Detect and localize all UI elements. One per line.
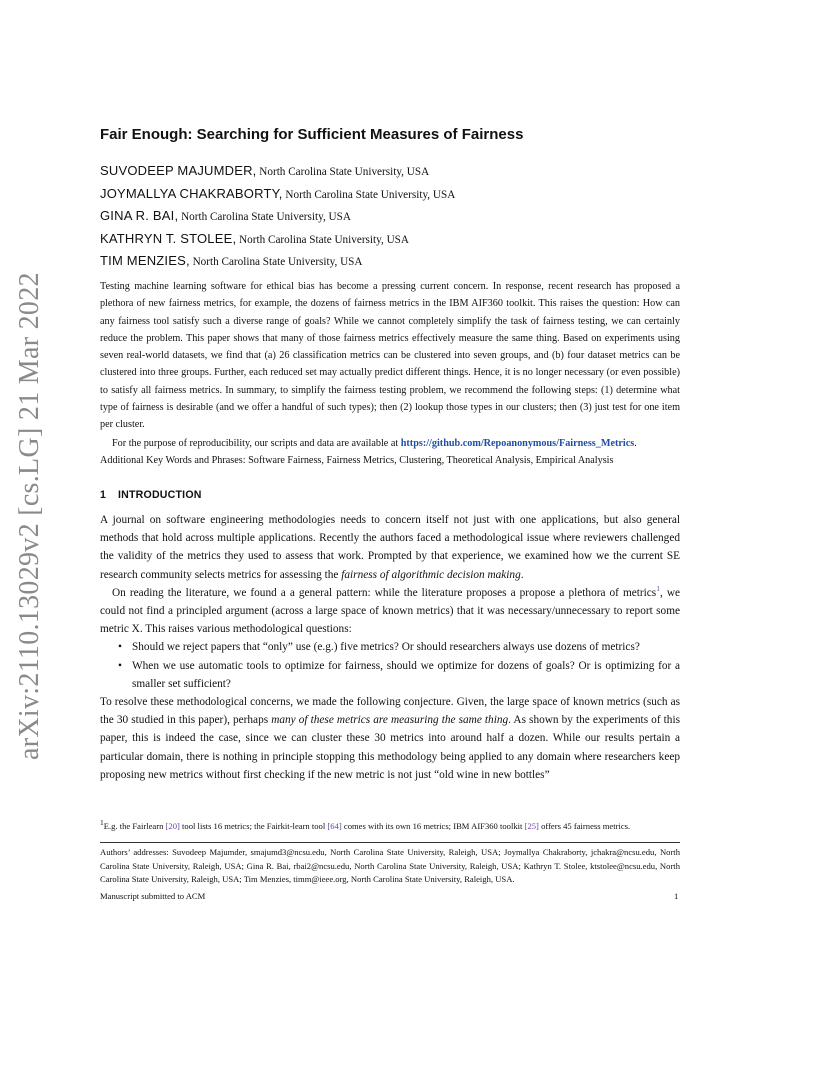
author-name: GINA R. BAI,: [100, 208, 179, 223]
intro-paragraph-1: [100, 511, 680, 584]
list-item-text: Should we reject papers that “only” use (e.g.) five metrics? Or should researchers always use dozens of metrics?: [132, 641, 640, 654]
author-list: [100, 160, 740, 273]
reproducibility-text: For the purpose of reproducibility, our scripts and data are available at: [112, 437, 401, 449]
section-title: INTRODUCTION: [118, 489, 202, 501]
intro-text: .: [520, 568, 524, 581]
footnote-text: comes with its own 16 metrics; IBM AIF360 toolkit: [341, 821, 525, 831]
section-number: 1: [100, 489, 107, 501]
introduction-body: [100, 511, 680, 784]
intro-text: On reading the literature, we found a a general pattern: while the literature proposes a propose a plethora of metrics: [112, 586, 657, 599]
footnote-mark: 1: [100, 818, 104, 828]
author-affiliation: North Carolina State University, USA: [236, 233, 409, 246]
list-item-text: When we use automatic tools to optimize for fairness, should we optimize for dozens of goals? Or is optimizing for a smaller set sufficient?: [132, 659, 680, 690]
footnote-reference[interactable]: 1: [656, 584, 660, 594]
author-name: SUVODEEP MAJUMDER,: [100, 163, 257, 178]
author-affiliation: North Carolina State University, USA: [282, 188, 456, 201]
question-list: [100, 638, 680, 693]
footnote: [100, 820, 700, 832]
address-divider: [100, 842, 680, 843]
repository-link[interactable]: https://github.com/Repoanonymous/Fairness_Metrics: [400, 437, 635, 449]
page-number: 1: [674, 891, 679, 901]
intro-text: , we could not find a principled argument (across a large space of known metrics) that it was necessary/unnecessary to report some metric X. This raises various methodological questions:: [100, 586, 680, 636]
intro-paragraph-2: [100, 584, 680, 639]
author-affiliation: North Carolina State University, USA: [256, 166, 430, 178]
bullet-icon: •: [118, 659, 122, 672]
footnote-text: offers 45 fairness metrics.: [538, 821, 631, 831]
citation-link[interactable]: [25]: [524, 821, 539, 831]
author-name: KATHRYN T. STOLEE,: [100, 230, 237, 246]
list-item: [118, 638, 680, 656]
manuscript-note: Manuscript submitted to ACM: [100, 891, 206, 901]
author-name: TIM MENZIES,: [100, 253, 190, 268]
reproducibility-period: .: [634, 437, 637, 449]
reproducibility-statement: [100, 435, 680, 452]
author-name: JOYMALLYA CHAKRABORTY,: [100, 185, 283, 201]
arxiv-identifier-stamp: arXiv:2110.13029v2 [cs.LG] 21 Mar 2022: [14, 272, 45, 760]
intro-text: To resolve these methodological concerns, we made the following conjecture. Given, the large space of known metrics (such as the 30 studied in this paper), perhaps: [100, 696, 680, 727]
author-addresses: Authors’ addresses: Suvodeep Majumder, smajumd3@ncsu.edu, North Carolina State University, Raleigh, USA; Joymallya Chakraborty, jchakra@ncsu.edu, North Carolina State University, Raleigh, USA; Gina R. Bai, rbai2@ncsu.edu, North Carolina State University, Raleigh, USA; Kathryn T. Stolee, ktstolee@ncsu.edu, North Carolina State University, Raleigh, USA; Tim Menzies, timm@ieee.org, North Carolina State University, Raleigh, USA.: [100, 847, 680, 884]
section-heading: [100, 489, 202, 501]
author-entry: [100, 160, 740, 183]
intro-emphasis: many of these metrics are measuring the same thing: [271, 714, 509, 727]
abstract: [100, 278, 680, 452]
intro-text: A journal on software engineering methodologies needs to concern itself not just with one applications, but also general methods that hold across multiple applications. Recently the authors faced a methodological issue where reviewers challenged the validity of the metrics they used to assess that work. Prompted by that experience, we examined how we the current SE research community selects metrics for assessing the: [100, 514, 680, 581]
citation-link[interactable]: [20]: [165, 821, 180, 831]
author-entry: [100, 183, 740, 206]
list-item: [118, 657, 680, 693]
abstract-paragraph: Testing machine learning software for ethical bias has become a pressing current concern. In response, recent research has proposed a plethora of new fairness metrics, for example, the dozens of fairness metrics in the IBM AIF360 toolkit. This raises the question: How can any fairness tool satisfy such a diverse range of goals? While we cannot completely simplify the task of fairness testing, we can certainly reduce the problem. This paper shows that many of those fairness metrics effectively measure the same thing. Based on experiments using seven real-world datasets, we find that (a) 26 classification metrics can be clustered into seven groups, and (b) four dataset metrics can be clustered into three groups. Further, each reduced set may actually predict different things. Hence, it is no longer necessary (or even possible) to satisfy all fairness metrics. In summary, to simplify the fairness testing problem, we recommend the following steps: (1) determine what type of fairness is desirable (and we offer a handful of such types); then (2) lookup those types in our clusters; then (3) just test for one item per cluster.: [100, 281, 680, 431]
intro-text: . As shown by the experiments of this paper, this is indeed the case, since we can cluster these 30 metrics into around half a dozen. While our results pertain a particular domain, there is nothing in principle stopping this methodology being applied to any domain where researchers keep proposing new metrics without first checking if the new metric is not just “old wine in new bottles”: [100, 714, 680, 781]
footnote-text: tool lists 16 metrics; the Fairkit-learn tool: [179, 821, 328, 831]
author-entry: [100, 205, 740, 228]
author-affiliation: North Carolina State University, USA: [189, 256, 363, 268]
bullet-icon: •: [118, 641, 122, 654]
author-entry: [100, 228, 740, 251]
author-entry: [100, 250, 740, 273]
intro-emphasis: fairness of algorithmic decision making: [341, 568, 521, 581]
paper-title: Fair Enough: Searching for Sufficient Measures of Fairness: [100, 126, 524, 143]
intro-paragraph-3: [100, 693, 680, 784]
keywords-line: Additional Key Words and Phrases: Software Fairness, Fairness Metrics, Clustering, Theoretical Analysis, Empirical Analysis: [100, 455, 614, 466]
citation-link[interactable]: [64]: [327, 821, 342, 831]
footnote-text: E.g. the Fairlearn: [103, 821, 166, 831]
author-affiliation: North Carolina State University, USA: [178, 211, 351, 223]
